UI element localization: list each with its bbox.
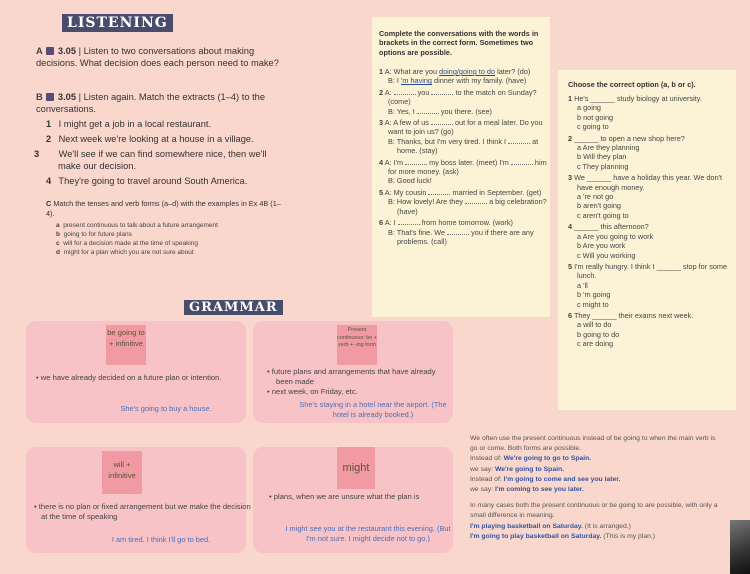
list-item: 5 I'm really hungry. I think I ______ stop for some lunch. a 'll b 'm going c might to (568, 261, 728, 309)
exercise-items (568, 94, 732, 349)
list-item: 4 A: I'm my boss later. (meet) I'm him for more money. (ask) B: Good luck! (379, 157, 547, 186)
task-b: B 3.05 | Listen again. Match the extracts (1–4) to the conversations. (36, 92, 265, 114)
exercise-items (379, 67, 547, 246)
list-item: 1 He's ______ study biology at university. a going b not going c going to (568, 94, 702, 132)
notes-example: Instead of: We're going to go to Spain. (470, 455, 592, 463)
sticky-note: be going to + infinitive (106, 325, 146, 365)
list-item: 2 ______ to open a new shop here? a Are they planning b Will they plan c They planning (568, 133, 685, 171)
list-item: 6 A: I from home tomorrow. (work) B: That's fine. We you if there are any problems. (call) (379, 218, 534, 246)
listening-heading: LISTENING (62, 14, 173, 32)
list-item: 1 I might get a job in a local restaurant. (46, 119, 212, 129)
list-item: 3 We'll see if we can find somewhere nice, then we'll make our decision. (34, 149, 267, 171)
audio-icon[interactable] (46, 47, 54, 55)
grammar-card-present-continuous (253, 321, 453, 423)
list-item: 4 They're going to travel around South America. (46, 176, 248, 186)
rule-bullet: • we have already decided on a future plan or intention. (36, 373, 222, 382)
list-item: 3 A: A few of us out for a meal later. Do you want to join us? (go) B: Thanks, but I'm very tired. I think I at home. (stay) (379, 118, 543, 156)
task-c-text: Match the tenses and verb forms (a–d) with the examples in Ex 4B (1–4). (46, 199, 281, 218)
list-item: 6 They ______ their exams next week. a will to do b going to do c are doing (568, 310, 694, 349)
task-a-letter: A (36, 46, 43, 56)
list-item: a present continuous to talk about a future arrangement (56, 222, 218, 229)
task-b-letter: B (36, 92, 43, 102)
task-b-track: 3.05 (57, 92, 77, 102)
task-c (46, 199, 286, 218)
grammar-card-going-to (26, 321, 246, 423)
example-sentence: I am tired. I think I'll go to bed. (111, 535, 211, 544)
task-b-text: Listen again. Match the extracts (1–4) to the conversations. (36, 92, 265, 114)
rule-bullet: • there is no plan or fixed arrangement but we make the decision at the time of speaking (34, 502, 251, 521)
grammar-card-might (253, 447, 453, 553)
notes-paragraph: In many cases both the present continuous or be going to are possible, with only a small difference in meaning. (470, 502, 718, 520)
audio-icon[interactable] (46, 93, 54, 101)
list-item: 2 A: you to the match on Sunday? (come) B: Yes, I you there. (see) (379, 87, 537, 116)
rule-bullet: • plans, when we are unsure what the plan is (269, 492, 420, 501)
photo-thumbnail (730, 520, 750, 574)
sheet-instructions: Complete the conversations with the words in brackets in the correct form. Sometimes two options are possible. (379, 29, 539, 57)
list-item: 3 We ______ have a holiday this year. We don't have enough money. a 're not go b aren't going c aren't going to (568, 173, 723, 220)
notes-example: I'm playing basketball on Saturday. (It is arranged.) (470, 522, 631, 530)
sticky-note: might (337, 447, 375, 489)
sheet-instructions: Choose the correct option (a, b or c). (568, 80, 696, 89)
grammar-heading: GRAMMAR (184, 300, 283, 315)
task-a-text: Listen to two conversations about making decisions. What decision does each person need to make? (36, 46, 279, 68)
example-sentence: I might see you at the restaurant this evening. (But I'm not sure. I might decide not to go.) (285, 524, 451, 543)
sticky-note: will + infinitive (102, 451, 142, 494)
grammar-card-will (26, 447, 251, 553)
task-a: A 3.05 | Listen to two conversations about making decisions. What decision does each person need to make? (36, 46, 279, 68)
list-item: 5 A: My cousin married in September. (get) B: How lovely! Are they a big celebration? (have) (379, 187, 547, 216)
list-item: 1 A: What are you doing/going to do later? (do) B: I 'm having dinner with my family. (have) (379, 67, 531, 86)
notes-example: we say: We're going to Spain. (470, 465, 565, 473)
notes-example: I'm going to play basketball on Saturday. (This is my plan.) (470, 532, 656, 540)
notes-example: Instead of: I'm going to come and see you later. (470, 475, 621, 483)
rule-bullets: • future plans and arrangements that have already been made • next week, on Friday, etc. (267, 367, 436, 396)
list-item: c will for a decision made at the time of speaking (56, 240, 199, 247)
example-sentence: She's going to buy a house. (120, 404, 212, 413)
task-c-letter: C (46, 199, 52, 208)
list-item: b going to for future plans (56, 231, 132, 238)
exercise-sheet-complete (372, 17, 550, 317)
notes-example: we say: I'm coming to see you later. (470, 486, 584, 494)
list-item: 2 Next week we're looking at a house in a village. (46, 134, 254, 144)
list-item: d might for a plan which you are not sure about (56, 249, 194, 256)
example-sentence: She's staying in a hotel near the airport. (The hotel is already booked.) (299, 400, 447, 419)
sticky-note: Present continuous: be + verb + -ing form (337, 325, 377, 365)
extract-list (34, 118, 286, 187)
notes-paragraph: We often use the present continuous instead of be going to when the main verb is go or come. Both forms are possible. (470, 435, 716, 453)
list-item: 4 ______ this afternoon? a Are you going to work b Are you work c Will you working (568, 222, 654, 260)
task-a-track: 3.05 (57, 46, 77, 56)
exercise-sheet-choose (558, 70, 736, 410)
tense-list (56, 221, 276, 257)
grammar-notes (470, 434, 720, 542)
